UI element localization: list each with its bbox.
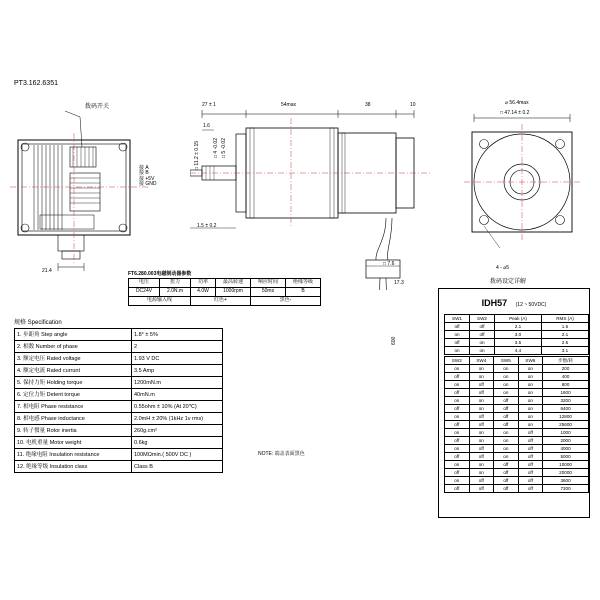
table-row xyxy=(445,461,589,469)
spec-value: 0.55ohm ± 10% (At 20℃) xyxy=(132,401,223,413)
table-row xyxy=(15,437,223,449)
table-cell: off xyxy=(518,437,543,445)
table-cell: on xyxy=(518,421,543,429)
spec-label: 2. 相数 Number of phase xyxy=(15,341,132,353)
table-cell: on xyxy=(518,397,543,405)
table-cell: 400 xyxy=(543,373,589,381)
table-cell: off xyxy=(445,453,470,461)
table-cell: on xyxy=(469,429,494,437)
table-cell: on xyxy=(518,365,543,373)
dim-1-6: 1.6 xyxy=(203,123,210,129)
table-row: 电压 扭力 功率 最高转速 响应时间 绝缘等级 xyxy=(129,279,321,288)
dim-sq7-6: □ 7.6 xyxy=(383,261,395,267)
table-cell: off xyxy=(445,405,470,413)
table-cell: 5000 xyxy=(543,453,589,461)
table-cell: 2.1 xyxy=(495,323,542,331)
table-row xyxy=(15,377,223,389)
table-cell: on xyxy=(445,413,470,421)
table-cell: off xyxy=(518,429,543,437)
table-cell: off xyxy=(518,445,543,453)
table-row: 电源输入线 红色+ 黑色- xyxy=(129,297,321,306)
table-row xyxy=(445,331,589,339)
table-cell: on xyxy=(518,405,543,413)
left-view xyxy=(10,95,155,275)
column-header: RMS (A) xyxy=(542,315,589,323)
specification-block xyxy=(14,320,223,473)
table-row xyxy=(15,413,223,425)
table-cell: on xyxy=(470,347,495,355)
table-cell: off xyxy=(469,477,494,485)
pin-legend: 接 A 接 B 接 +5V 接 GND xyxy=(139,165,157,187)
encoder-detail-label: 拨码设定详解 xyxy=(490,279,527,285)
spec-label: 12. 绝缘等级 Insulation class xyxy=(15,461,132,473)
table-row xyxy=(15,365,223,377)
table-row xyxy=(445,437,589,445)
table-cell: off xyxy=(469,413,494,421)
spec-label: 7. 相电阻 Phase resistance xyxy=(15,401,132,413)
table-row xyxy=(15,389,223,401)
specification-title: 规格 Specification xyxy=(14,320,62,326)
table-row xyxy=(15,461,223,473)
table-cell: on xyxy=(469,437,494,445)
table-cell: on xyxy=(445,445,470,453)
table-cell: 1000 xyxy=(543,429,589,437)
table-cell: on xyxy=(518,381,543,389)
spec-value: 2.0mH ± 20% (1kHz 1v rms) xyxy=(132,413,223,425)
table-cell: on xyxy=(494,453,519,461)
driver-subtitle: (12 ~ 50VDC) xyxy=(515,302,547,308)
dim-10: 10 xyxy=(410,102,416,108)
table-cell: on xyxy=(518,413,543,421)
table-row xyxy=(445,429,589,437)
spec-label: 1. 步距角 Step angle xyxy=(15,329,132,341)
table-row xyxy=(445,413,589,421)
table-cell: off xyxy=(445,485,470,493)
table-cell: off xyxy=(518,453,543,461)
table-row xyxy=(445,357,589,365)
table-cell: on xyxy=(494,381,519,389)
dim-sq4: □ 4 -0.02 xyxy=(213,138,219,158)
table-row xyxy=(445,373,589,381)
table-cell: 3200 xyxy=(543,397,589,405)
dim-54max: 54max xyxy=(281,102,297,108)
table-cell: off xyxy=(470,331,495,339)
spec-value: Class B xyxy=(132,461,223,473)
table-row xyxy=(15,341,223,353)
table-cell: 12800 xyxy=(543,413,589,421)
spec-label: 5. 保持力矩 Holding torque xyxy=(15,377,132,389)
column-header: 步数/转 xyxy=(543,357,589,365)
table-row xyxy=(445,477,589,485)
spec-value: 100MΩmin.( 500V DC ) xyxy=(132,449,223,461)
table-cell: off xyxy=(445,469,470,477)
table-cell: on xyxy=(494,365,519,373)
table-cell: on xyxy=(494,429,519,437)
table-row xyxy=(445,485,589,493)
table-cell: off xyxy=(494,413,519,421)
table-row xyxy=(445,315,589,323)
table-cell: on xyxy=(494,437,519,445)
table-cell: off xyxy=(469,421,494,429)
spec-value: 2 xyxy=(132,341,223,353)
spec-value: 260g.cm² xyxy=(132,425,223,437)
dim-17-3: 17.3 xyxy=(394,280,404,286)
table-cell: off xyxy=(518,485,543,493)
table-row xyxy=(445,389,589,397)
table-cell: on xyxy=(445,429,470,437)
table-cell: 10000 xyxy=(543,461,589,469)
table-cell: 4.4 xyxy=(495,347,542,355)
table-cell: on xyxy=(469,405,494,413)
table-row xyxy=(15,449,223,461)
table-cell: on xyxy=(445,381,470,389)
table-cell: off xyxy=(469,389,494,397)
spec-label: 3. 额定电压 Rated voltage xyxy=(15,353,132,365)
table-cell: 3.1 xyxy=(542,347,589,355)
table-cell: off xyxy=(494,405,519,413)
table-cell: 1600 xyxy=(543,389,589,397)
table-cell: on xyxy=(469,469,494,477)
column-header: SW6 xyxy=(518,357,543,365)
spec-value: 0.6kg xyxy=(132,437,223,449)
table-cell: off xyxy=(469,381,494,389)
right-view xyxy=(460,100,590,265)
table-cell: 3600 xyxy=(543,477,589,485)
dim-27: 27 ± 1 xyxy=(202,102,216,108)
table-row xyxy=(445,347,589,355)
table-cell: 3.5 xyxy=(495,339,542,347)
table-cell: on xyxy=(445,397,470,405)
dim-4xd5: 4 - ⌀5 xyxy=(496,265,510,271)
table-row xyxy=(445,421,589,429)
specification-table xyxy=(14,328,223,473)
table-cell: on xyxy=(445,331,470,339)
drawing-code: PT3.162.6351 xyxy=(14,80,58,87)
table-cell: on xyxy=(494,445,519,453)
table-cell: off xyxy=(518,477,543,485)
table-cell: on xyxy=(469,397,494,405)
table-cell: off xyxy=(445,323,470,331)
table-cell: on xyxy=(494,389,519,397)
driver-settings-panel xyxy=(438,288,590,518)
table-row xyxy=(15,425,223,437)
spec-value: 40mN.m xyxy=(132,389,223,401)
table-cell: on xyxy=(445,477,470,485)
table-cell: 2.5 xyxy=(542,339,589,347)
spec-value: 1200mN.m xyxy=(132,377,223,389)
column-header: SW4 xyxy=(469,357,494,365)
table-cell: off xyxy=(445,373,470,381)
table-cell: off xyxy=(469,453,494,461)
spec-value: 3.5 Amp xyxy=(132,365,223,377)
driver-title: IDH57 xyxy=(481,298,508,308)
table-cell: off xyxy=(494,469,519,477)
table-cell: on xyxy=(518,389,543,397)
table-row xyxy=(445,381,589,389)
spec-label: 4. 额定电流 Rated currunt xyxy=(15,365,132,377)
table-cell: on xyxy=(470,339,495,347)
table-cell: on xyxy=(445,365,470,373)
column-header: SW1 xyxy=(445,315,470,323)
table-cell: on xyxy=(469,461,494,469)
table-cell: off xyxy=(518,469,543,477)
table-row xyxy=(445,405,589,413)
table-cell: 4000 xyxy=(543,445,589,453)
left-view-dim: 21.4 xyxy=(42,268,52,274)
brake-table xyxy=(128,278,321,306)
table-cell: off xyxy=(494,485,519,493)
table-cell: 6400 xyxy=(543,405,589,413)
brake-parameter-table xyxy=(128,272,321,306)
spec-label: 8. 相电感 Phase inductance xyxy=(15,413,132,425)
spec-label: 10. 电机重量 Motor weight xyxy=(15,437,132,449)
table-row: DC24V 2.0N.m 4.0W 1000rpm 50ms B xyxy=(129,288,321,297)
cable-length: 600 xyxy=(391,336,397,345)
column-header: SW3 xyxy=(445,357,470,365)
table-row xyxy=(445,365,589,373)
dim-sq47: □ 47.14 ± 0.2 xyxy=(500,110,530,116)
table-cell: off xyxy=(518,461,543,469)
table-row xyxy=(445,445,589,453)
table-cell: 25600 xyxy=(543,421,589,429)
dim-1-5: 1.5 ± 0.2 xyxy=(197,223,217,229)
table-cell: off xyxy=(494,477,519,485)
dim-d56-4: ⌀ 56.4max xyxy=(505,100,529,106)
column-header: SW2 xyxy=(470,315,495,323)
table-row xyxy=(15,329,223,341)
encoder-switch-label: 拨码开关 xyxy=(85,104,110,110)
table-cell: 20000 xyxy=(543,469,589,477)
table-cell: 2.1 xyxy=(542,331,589,339)
table-cell: off xyxy=(445,339,470,347)
table-row xyxy=(445,469,589,477)
column-header: Peak (A) xyxy=(495,315,542,323)
table-cell: off xyxy=(445,437,470,445)
table-cell: on xyxy=(445,347,470,355)
table-cell: off xyxy=(469,485,494,493)
table-row xyxy=(445,453,589,461)
table-cell: on xyxy=(494,373,519,381)
current-setting-table xyxy=(444,314,589,355)
front-view xyxy=(190,100,440,290)
table-cell: 2000 xyxy=(543,437,589,445)
table-row xyxy=(445,397,589,405)
dim-d11-2: □ 11.2 ± 0.15 xyxy=(194,140,200,170)
microstep-setting-table xyxy=(444,356,589,493)
table-cell: off xyxy=(445,389,470,397)
spec-value: 1.93 V DC xyxy=(132,353,223,365)
spec-label: 6. 定位力矩 Detent torque xyxy=(15,389,132,401)
spec-label: 9. 转子惯量 Rotor inertia xyxy=(15,425,132,437)
table-row xyxy=(15,353,223,365)
table-cell: 1.5 xyxy=(542,323,589,331)
table-row xyxy=(15,401,223,413)
table-cell: 200 xyxy=(543,365,589,373)
spec-label: 11. 绝缘电阻 Insulation resistance xyxy=(15,449,132,461)
table-cell: off xyxy=(494,421,519,429)
table-cell: 7200 xyxy=(543,485,589,493)
dim-38: 38 xyxy=(365,102,371,108)
table-cell: off xyxy=(469,445,494,453)
table-cell: on xyxy=(445,461,470,469)
table-cell: off xyxy=(445,421,470,429)
table-row xyxy=(445,339,589,347)
note-text: NOTE: 端盖表面黑色 xyxy=(258,451,305,457)
table-cell: off xyxy=(470,323,495,331)
spec-value: 1.8° ± 5% xyxy=(132,329,223,341)
table-cell: on xyxy=(518,373,543,381)
table-cell: off xyxy=(494,461,519,469)
dim-sq5: □ 5 -0.02 xyxy=(221,138,227,158)
brake-table-title: FT6.280.003电磁制动器参数 xyxy=(128,271,192,277)
table-cell: 800 xyxy=(543,381,589,389)
table-cell: off xyxy=(494,397,519,405)
table-cell: 3.0 xyxy=(495,331,542,339)
table-cell: on xyxy=(469,365,494,373)
column-header: SW5 xyxy=(494,357,519,365)
table-row xyxy=(445,323,589,331)
table-cell: on xyxy=(469,373,494,381)
